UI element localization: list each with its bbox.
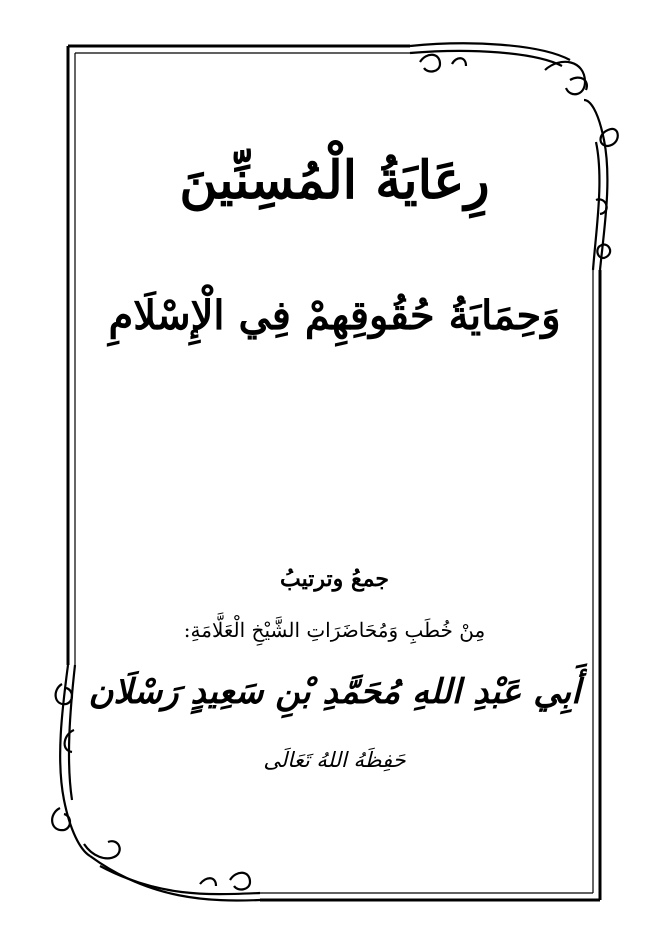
author-honorific: حَفِظَهُ اللهُ تَعَالَى	[263, 748, 406, 772]
author-name: أَبِي عَبْدِ اللهِ مُحَمَّدِ بْنِ سَعِيدٍ رَسْلَان	[88, 672, 581, 712]
source-line: مِنْ خُطَبِ وَمُحَاضَرَاتِ الشَّيْخِ الْعَلَّامَةِ:	[183, 618, 486, 642]
book-title: رِعَايَةُ الْمُسِنِّينَ	[179, 150, 490, 211]
book-subtitle: وَحِمَايَةُ حُقُوقِهِمْ فِي الْإِسْلَامِ	[108, 292, 561, 339]
compiled-by-label: جمعُ وترتيبُ	[280, 566, 389, 592]
